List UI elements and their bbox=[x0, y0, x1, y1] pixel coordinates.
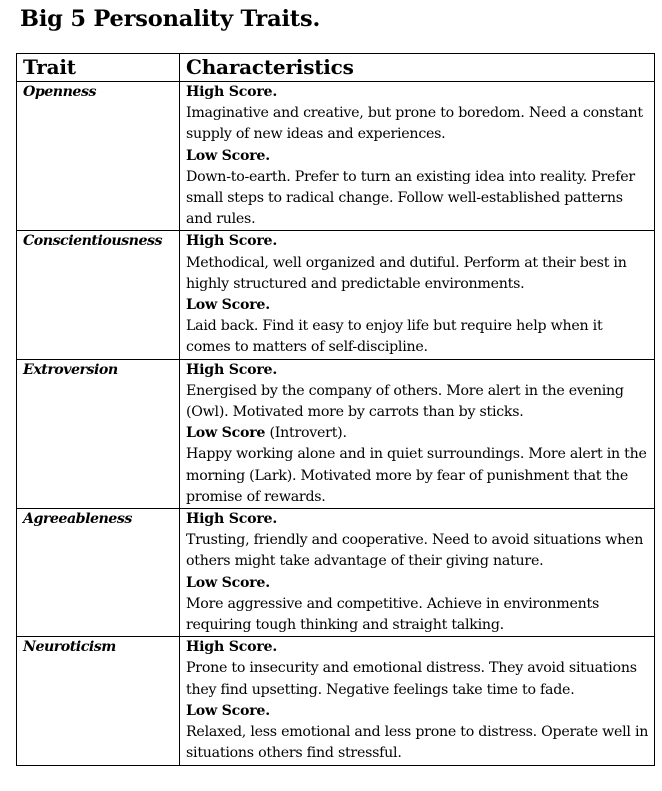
characteristics-column-header: Characteristics bbox=[180, 54, 655, 82]
low-score-label: Low Score. bbox=[186, 702, 270, 719]
high-score-heading bbox=[186, 360, 651, 381]
trait-name: Neuroticism bbox=[17, 637, 180, 765]
table-row bbox=[17, 82, 655, 231]
high-score-heading bbox=[186, 82, 651, 103]
high-score-description: Energised by the company of others. More alert in the evening (Owl). Motivated more by carrots than by sticks. bbox=[186, 382, 624, 421]
page-title: Big 5 Personality Traits. bbox=[20, 6, 321, 32]
high-score-heading bbox=[186, 509, 651, 530]
table-row bbox=[17, 231, 655, 359]
low-score-label: Low Score. bbox=[186, 574, 270, 591]
high-score-label: High Score. bbox=[186, 233, 278, 250]
high-score-heading bbox=[186, 231, 651, 252]
high-score-description: Prone to insecurity and emotional distress. They avoid situations they find upsetting. Negative feelings take time to fade. bbox=[186, 660, 637, 698]
low-score-heading bbox=[186, 701, 651, 722]
low-score-label: Low Score. bbox=[186, 147, 270, 164]
low-score-description: More aggressive and competitive. Achieve in environments requiring tough thinking and straight talking. bbox=[186, 595, 599, 634]
low-score-description: Laid back. Find it easy to enjoy life but require help when it comes to matters of self-discipline. bbox=[186, 318, 603, 356]
high-score-heading bbox=[186, 637, 651, 658]
table-row bbox=[17, 637, 655, 765]
high-score-description: Methodical, well organized and dutiful. Perform at their best in highly structured and predictable environments. bbox=[186, 254, 627, 292]
characteristics-cell bbox=[180, 359, 655, 508]
table-row bbox=[17, 509, 655, 637]
high-score-label: High Score. bbox=[186, 639, 278, 656]
high-score-label: High Score. bbox=[186, 84, 278, 100]
characteristics-cell bbox=[180, 82, 655, 231]
table-row bbox=[17, 359, 655, 508]
low-score-suffix: (Introvert). bbox=[265, 425, 347, 442]
low-score-heading bbox=[186, 295, 651, 316]
low-score-label: Low Score bbox=[186, 425, 266, 442]
low-score-heading bbox=[186, 573, 651, 594]
low-score-description: Relaxed, less emotional and less prone to distress. Operate well in situations others find stressful. bbox=[186, 724, 649, 762]
trait-name: Conscientiousness bbox=[17, 231, 180, 359]
traits-table bbox=[16, 53, 655, 766]
low-score-description: Down-to-earth. Prefer to turn an existing idea into reality. Prefer small steps to radical change. Follow well-established patterns and rules. bbox=[186, 168, 635, 228]
header-row bbox=[17, 54, 655, 82]
trait-name: Openness bbox=[17, 82, 180, 231]
high-score-description: Imaginative and creative, but prone to boredom. Need a constant supply of new ideas and experiences. bbox=[186, 105, 643, 143]
low-score-heading bbox=[186, 146, 651, 167]
high-score-label: High Score. bbox=[186, 361, 278, 378]
low-score-description: Happy working alone and in quiet surroundings. More alert in the morning (Lark). Motivated more by fear of punishment that the promise of rewards. bbox=[186, 446, 647, 505]
low-score-heading bbox=[186, 423, 651, 444]
trait-column-header: Trait bbox=[17, 54, 180, 82]
high-score-label: High Score. bbox=[186, 511, 278, 528]
trait-name: Extroversion bbox=[17, 359, 180, 508]
characteristics-cell bbox=[180, 637, 655, 765]
high-score-description: Trusting, friendly and cooperative. Need to avoid situations when others might take advantage of their giving nature. bbox=[186, 532, 644, 570]
characteristics-cell bbox=[180, 231, 655, 359]
trait-name: Agreeableness bbox=[17, 509, 180, 637]
low-score-label: Low Score. bbox=[186, 297, 270, 314]
characteristics-cell bbox=[180, 509, 655, 637]
